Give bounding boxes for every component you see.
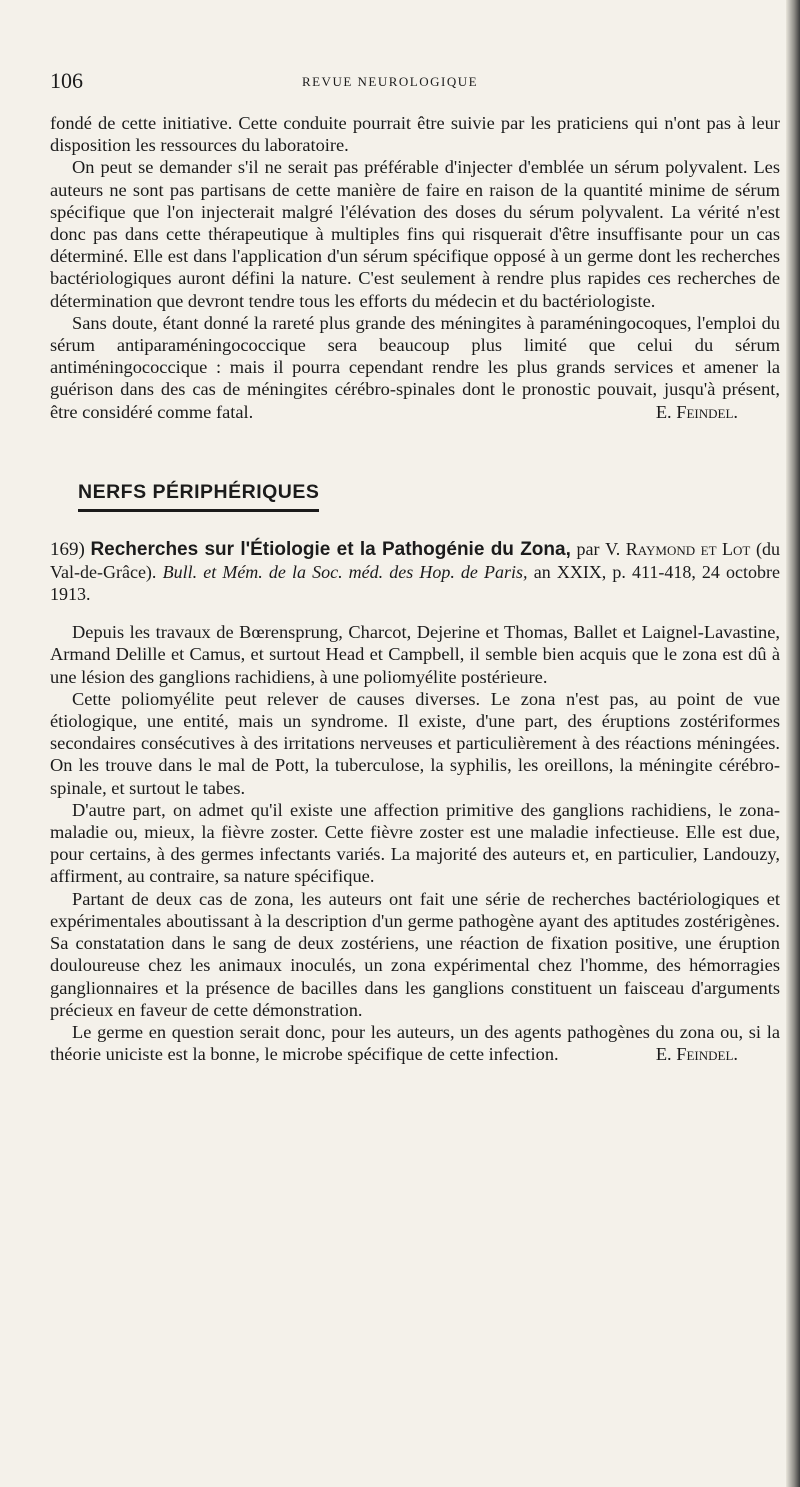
article-number: 169) bbox=[50, 539, 85, 561]
paragraph: Sans doute, étant donné la rareté plus grande des méningites à paraméningocoques, l'emploi du sérum antiparaméningococcique sera beaucoup plus limité que celui du sérum antiméningococcique : mais il pourra cependant rendre les plus grands services et amener la guérison dans des cas de méningites cérébro-spinales dont le pronostic pouvait, jusqu'à présent, être considéré comme fatal. bbox=[50, 312, 780, 422]
paragraph: Partant de deux cas de zona, les auteurs ont fait une série de recherches bactériologiques et expérimentales aboutissant à la description d'un germe pathogène ayant des aptitudes zostérigènes. Sa constatation dans le sang de deux zostériens, une réaction de fixation positive, une éruption douloureuse chez les animaux inoculés, un zona expérimental chez l'homme, des hémorragies ganglionnaires et la présence de bacilles dans les ganglions constituent un faisceau d'arguments précieux en faveur de cette démonstration. bbox=[50, 888, 780, 1020]
article-reference: Bull. et Mém. de la Soc. méd. des Hop. de Paris, bbox=[162, 562, 528, 583]
article-body bbox=[50, 621, 780, 1065]
paragraph: Le germe en question serait donc, pour les auteurs, un des agents pathogènes du zona ou, si la théorie uniciste est la bonne, le microbe spécifique de cette infection. bbox=[50, 1021, 780, 1065]
paragraph: D'autre part, on admet qu'il existe une affection primitive des ganglions rachidiens, le zona-maladie ou, mieux, la fièvre zoster. Cette fièvre zoster est une maladie infectieuse. Elle est due, pour certains, à des germes infectants variés. La majorité des auteurs et, en particulier, Landouzy, affirment, au contraire, sa nature spécifique. bbox=[50, 799, 780, 887]
article-authors: V. Raymond et Lot bbox=[605, 539, 751, 560]
running-head: REVUE NEUROLOGIQUE bbox=[301, 74, 479, 89]
article-citation bbox=[50, 538, 780, 605]
article-affiliation: (du Val-de-Grâce). bbox=[50, 539, 780, 583]
article-title: Recherches sur l'Étiologie et la Pathogénie du Zona, bbox=[90, 539, 571, 561]
page-content bbox=[50, 112, 780, 1066]
by-word: par bbox=[576, 539, 600, 560]
page-number: 106 bbox=[50, 68, 83, 93]
section-heading: NERFS PÉRIPHÉRIQUES bbox=[78, 481, 319, 512]
page-header bbox=[50, 68, 730, 98]
paragraph: Depuis les travaux de Bœrensprung, Charcot, Dejerine et Thomas, Ballet et Laignel-Lavastine, Armand Delille et Camus, et surtout Head et Campbell, il semble bien acquis que le zona est dû à une lésion des ganglions rachidiens, à une poliomyélite postérieure. bbox=[50, 622, 780, 687]
article-details: an XXIX, p. 411-418, 24 octobre 1913. bbox=[50, 562, 780, 605]
signature: E. Feindel. bbox=[655, 1044, 738, 1065]
page-edge-shadow bbox=[786, 0, 800, 1487]
signature: E. Feindel. bbox=[655, 401, 738, 422]
paragraph: Cette poliomyélite peut relever de causes diverses. Le zona n'est pas, au point de vue étiologique, une entité, mais un syndrome. Il existe, d'une part, des éruptions zostériformes secondaires consécutives à des irritations nerveuses et particulièrement à des réactions méningées. On les trouve dans le mal de Pott, la tuberculose, la syphilis, les oreillons, la méningite cérébro-spinale, et surtout le tabes. bbox=[50, 688, 780, 798]
paragraph: On peut se demander s'il ne serait pas préférable d'injecter d'emblée un sérum polyvalent. Les auteurs ne sont pas partisans de cette manière de faire en raison de la quantité minime de sérum spécifique que l'on injecterait malgré l'élévation des doses du sérum polyvalent. La vérité n'est donc pas dans cette thérapeutique à multiples fins qui risquerait d'être insuffisante pour un cas déterminé. Elle est dans l'application d'un sérum spécifique opposé à un germe dont les recherches bactériologiques auront défini la nature. C'est seulement à rendre plus rapides ces recherches de détermination que devront tendre tous les efforts du médecin et du bactériologiste. bbox=[50, 157, 780, 311]
paragraph: fondé de cette initiative. Cette conduite pourrait être suivie par les praticiens qui n'ont pas à leur disposition les ressources du laboratoire. bbox=[50, 113, 780, 156]
